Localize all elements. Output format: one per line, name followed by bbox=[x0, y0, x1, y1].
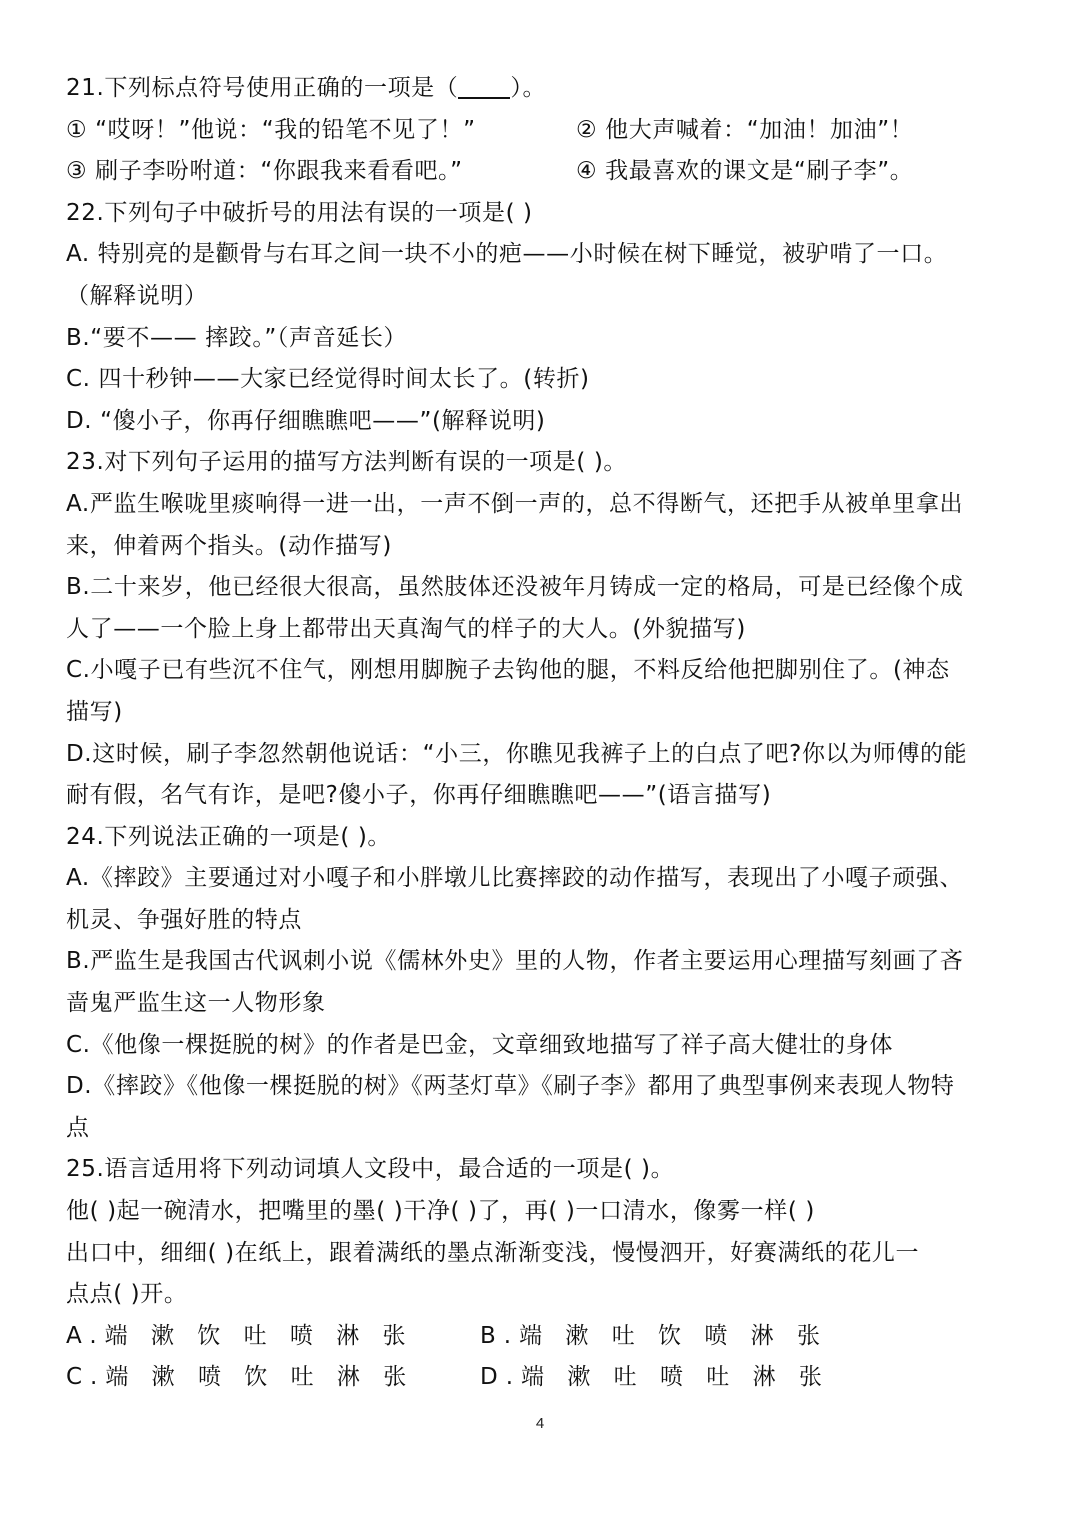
question-25-passage-line-2: 出口中，细细( )在纸上，跟着满纸的墨点渐渐变浅，慢慢泗开，好赛满纸的花儿一 bbox=[66, 1239, 920, 1266]
question-21-options-row-2 bbox=[66, 151, 1026, 193]
question-23-option-a-cont: 来，伸着两个指头。(动作描写) bbox=[66, 532, 392, 559]
question-25-option-c: C.端 漱 喷 饮 吐 淋 张 bbox=[66, 1364, 415, 1391]
question-23-option-b-cont: 人了——一个脸上身上都带出天真淘气的样子的大人。(外貌描写) bbox=[66, 615, 746, 642]
question-24-option-d: D.《摔跤》《他像一棵挺脱的树》《两茎灯草》《刷子李》都用了典型事例来表现人物特 bbox=[66, 1073, 955, 1100]
question-25-option-d: D.端 漱 吐 喷 吐 淋 张 bbox=[480, 1364, 830, 1391]
question-21-option-4: ④ 我最喜欢的课文是“刷子李”。 bbox=[576, 158, 914, 185]
question-25-options-row-2 bbox=[66, 1357, 1026, 1399]
question-23-option-c-cont: 描写) bbox=[66, 698, 123, 725]
question-25-option-a: A.端 漱 饮 吐 喷 淋 张 bbox=[66, 1322, 414, 1349]
question-22-option-a: A. 特别亮的是颧骨与右耳之间一块不小的疤——小时候在树下睡觉，被驴啃了一口。 bbox=[66, 241, 948, 268]
question-24-option-d-cont: 点 bbox=[66, 1114, 90, 1141]
question-25-stem: 25.语言适用将下列动词填人文段中，最合适的一项是( )。 bbox=[66, 1156, 675, 1183]
question-23-option-d-cont: 耐有假，名气有诈，是吧?傻小子，你再仔细瞧瞧吧——”(语言描写) bbox=[66, 782, 772, 809]
question-24-option-a-cont: 机灵、争强好胜的特点 bbox=[66, 906, 302, 933]
question-24-stem: 24.下列说法正确的一项是( )。 bbox=[66, 823, 392, 850]
question-21-stem-text: 21.下列标点符号使用正确的一项是（ bbox=[66, 75, 459, 101]
question-25-passage-line-1: 他( )起一碗清水，把嘴里的墨( )干净( )了，再( )一口清水，像雾一样( ) bbox=[66, 1198, 815, 1225]
question-22-option-a-cont: （解释说明） bbox=[66, 282, 208, 309]
question-22-option-b: B.“要不—— 摔跤。”（声音延长） bbox=[66, 324, 408, 351]
question-22-option-c: C. 四十秒钟——大家已经觉得时间太长了。(转折) bbox=[66, 366, 590, 393]
question-24-option-c: C.《他像一棵挺脱的树》的作者是巴金，文章细致地描写了祥子高大健壮的身体 bbox=[66, 1031, 893, 1058]
question-21-option-2: ② 他大声喊着：“加油！加油”！ bbox=[576, 116, 914, 143]
page-number: 4 bbox=[535, 1415, 545, 1432]
question-24-option-b-cont: 啬鬼严监生这一人物形象 bbox=[66, 990, 326, 1017]
question-21-option-1: ① “哎呀！”他说：“我的铅笔不见了！” bbox=[66, 116, 476, 143]
question-22-stem: 22.下列句子中破折号的用法有误的一项是( ) bbox=[66, 199, 533, 226]
question-23-option-d: D.这时候，刷子李忽然朝他说话：“小三，你瞧见我裤子上的白点了吧?你以为师傅的能 bbox=[66, 740, 968, 767]
worksheet-page bbox=[66, 68, 1026, 1399]
question-23-option-c: C.小嘎子已有些沉不住气，刚想用脚腕子去钩他的腿，不料反给他把脚别住了。(神态 bbox=[66, 657, 950, 684]
question-23-stem: 23.对下列句子运用的描写方法判断有误的一项是( )。 bbox=[66, 449, 628, 476]
answer-blank bbox=[458, 73, 510, 99]
question-21-stem bbox=[66, 68, 1026, 110]
question-24-option-a: A.《摔跤》主要通过对小嘎子和小胖墩儿比赛摔跤的动作描写，表现出了小嘎子顽强、 bbox=[66, 865, 964, 892]
question-21-option-3: ③ 刷子李吩咐道：“你跟我来看看吧。” bbox=[66, 158, 463, 185]
question-23-option-a: A.严监生喉咙里痰响得一进一出，一声不倒一声的，总不得断气，还把手从被单里拿出 bbox=[66, 490, 964, 517]
question-23-option-b: B.二十来岁，他已经很大很高，虽然肢体还没被年月铸成一定的格局，可是已经像个成 bbox=[66, 574, 964, 601]
question-21-options-row-1 bbox=[66, 110, 1026, 152]
question-21-stem-end: ）。 bbox=[510, 75, 547, 101]
question-24-option-b: B.严监生是我国古代讽刺小说《儒林外史》里的人物，作者主要运用心理描写刻画了吝 bbox=[66, 948, 964, 975]
question-25-passage-line-3: 点点( )开。 bbox=[66, 1281, 188, 1308]
question-25-option-b: B.端 漱 吐 饮 喷 淋 张 bbox=[480, 1322, 828, 1349]
question-22-option-d: D. “傻小子，你再仔细瞧瞧吧——”(解释说明) bbox=[66, 407, 546, 434]
question-25-options-row-1 bbox=[66, 1316, 1026, 1358]
